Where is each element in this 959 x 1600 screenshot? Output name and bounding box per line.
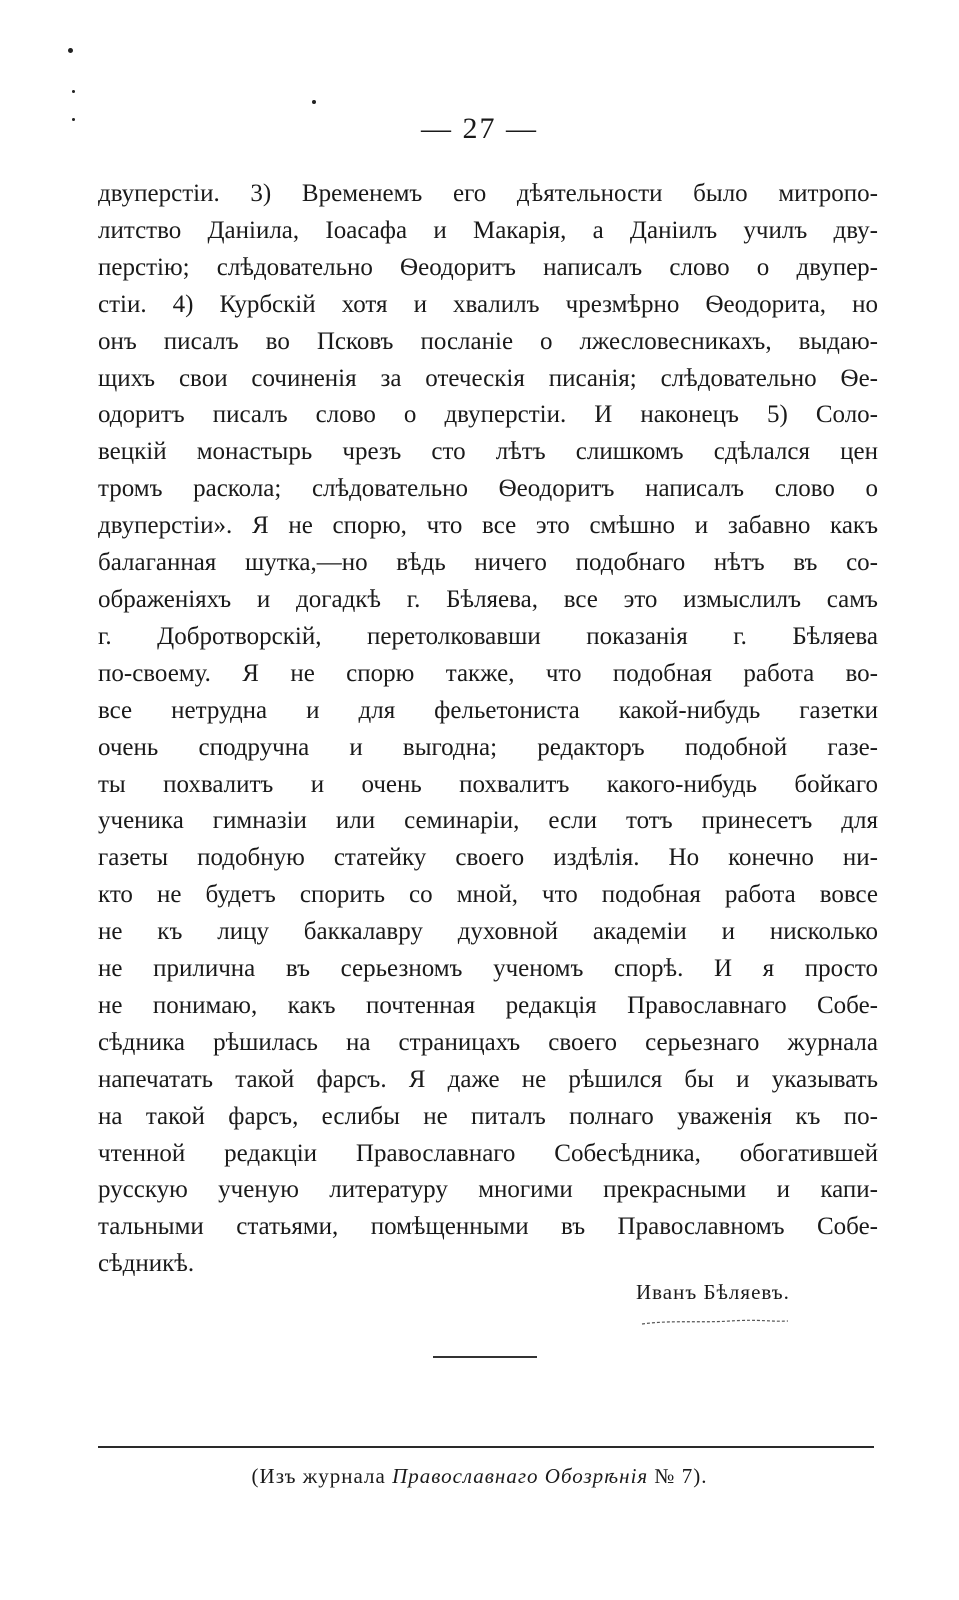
text-line: двуперстіи». Я не спорю, что все это смѣшно и забавно какъ (98, 512, 878, 540)
text-line: русскую ученую литературу многими прекрасными и капи- (98, 1176, 878, 1204)
text-line: газеты подобную статейку своего издѣлія. Но конечно ни- (98, 844, 878, 872)
text-line: онъ писалъ во Псковъ посланіе о лжесловесникахъ, выдаю- (98, 327, 878, 355)
body-text (98, 176, 878, 1283)
signature-flourish (640, 1318, 790, 1326)
footnote-journal-title: Православнаго Обозрѣнія (392, 1464, 649, 1488)
text-line: не прилична въ серьезномъ ученомъ спорѣ. И я просто (98, 955, 878, 983)
text-line: перстію; слѣдовательно Ѳеодоритъ написалъ слово о двупер- (98, 253, 878, 281)
margin-speck (68, 48, 73, 53)
author-signature: Иванъ Бѣляевъ. (636, 1280, 790, 1304)
text-line: тромъ раскола; слѣдовательно Ѳеодоритъ написалъ слово о (98, 475, 878, 503)
text-line: чтенной редакціи Православнаго Собесѣдника, обогатившей (98, 1139, 878, 1167)
text-line: не къ лицу баккалавру духовной академіи и нисколько (98, 918, 878, 946)
text-line: на такой фарсъ, еслибы не питалъ полнаго уваженія къ по- (98, 1102, 878, 1130)
text-line: вецкій монастырь чрезъ сто лѣтъ слишкомъ сдѣлался цен (98, 438, 878, 466)
text-line: ученика гимназіи или семинаріи, если тотъ принесетъ для (98, 807, 878, 835)
text-line: ты похвалитъ и очень похвалитъ какого-нибудь бойкаго (98, 770, 878, 798)
page-number: — 27 — (421, 112, 538, 145)
text-line: ображеніяхъ и догадкѣ г. Бѣляева, все это измыслилъ самъ (98, 585, 878, 613)
text-line: кто не будетъ спорить со мной, что подобная работа вовсе (98, 881, 878, 909)
text-line: все нетрудна и для фельетониста какой-нибудь газетки (98, 696, 878, 724)
footnote-suffix: № 7). (648, 1464, 708, 1488)
footnote-rule (98, 1446, 874, 1448)
text-line: г. Добротворскій, перетолковавши показанія г. Бѣляева (98, 622, 878, 650)
source-footnote (0, 1464, 959, 1489)
text-line: очень сподручна и выгодна; редакторъ подобной газе- (98, 733, 878, 761)
margin-speck (72, 90, 75, 93)
text-line: щихъ свои сочиненія за отеческія писанія; слѣдовательно Ѳе- (98, 364, 878, 392)
footnote-prefix: (Изъ журнала (251, 1464, 393, 1488)
text-line: тальными статьями, помѣщенными въ Православномъ Собе- (98, 1213, 878, 1241)
text-line: сѣдникѣ. (98, 1250, 195, 1278)
section-divider (433, 1356, 537, 1358)
text-line: напечатать такой фарсъ. Я даже не рѣшился бы и указывать (98, 1065, 878, 1093)
margin-speck (312, 100, 316, 104)
text-line: одоритъ писалъ слово о двуперстіи. И наконецъ 5) Соло- (98, 401, 878, 429)
text-line: двуперстіи. 3) Временемъ его дѣятельности было митропо- (98, 180, 878, 207)
text-line: по-своему. Я не спорю также, что подобная работа во- (98, 659, 878, 687)
text-line: сѣдника рѣшилась на страницахъ своего серьезнаго журнала (98, 1028, 878, 1056)
text-line: балаганная шутка,—но вѣдь ничего подобнаго нѣтъ въ со- (98, 549, 878, 577)
text-line: не понимаю, какъ почтенная редакція Православнаго Собе- (98, 991, 878, 1019)
text-line: стіи. 4) Курбскій хотя и хвалилъ чрезмѣрно Ѳеодорита, но (98, 290, 878, 318)
text-line: литство Даніила, Іоасафа и Макарія, а Даніилъ училъ дву- (98, 216, 878, 244)
